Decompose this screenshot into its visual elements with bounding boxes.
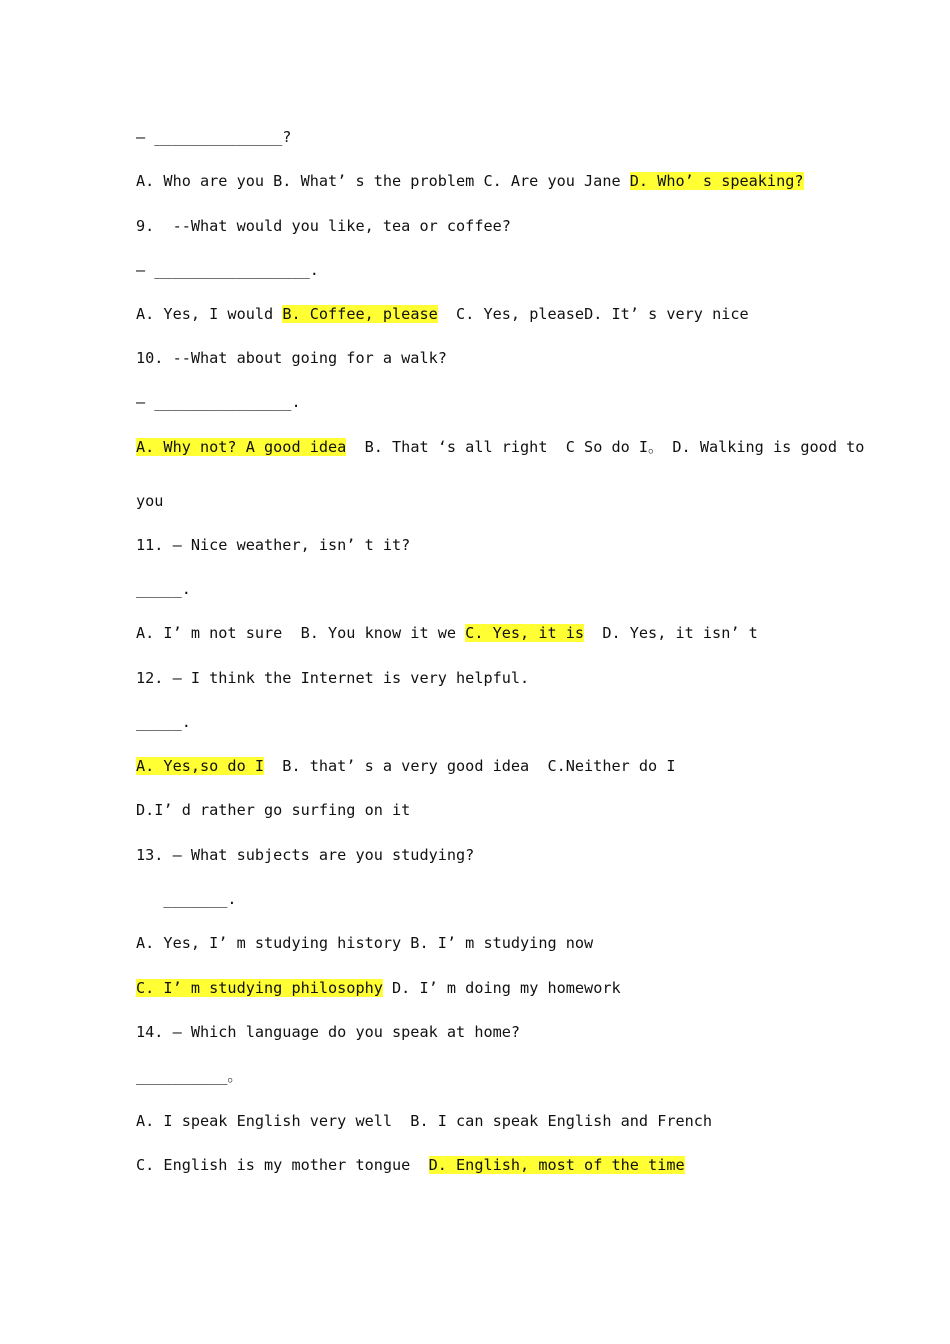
text-segment: _____.: [136, 580, 191, 598]
text-line: [136, 1022, 520, 1042]
text-line: [136, 437, 864, 457]
text-segment: A. Who are you B. What’ s the problem C. Are you Jane: [136, 172, 630, 190]
text-segment: _______.: [136, 890, 237, 908]
text-line: [136, 1066, 243, 1086]
text-segment: 12. — I think the Internet is very helpful.: [136, 669, 530, 687]
text-line: [136, 1111, 712, 1131]
text-segment: D.I’ d rather go surfing on it: [136, 801, 411, 819]
text-segment: 10. --What about going for a walk?: [136, 349, 447, 367]
text-line: [136, 712, 191, 732]
text-line: [136, 579, 191, 599]
text-line: [136, 171, 804, 191]
text-line: [136, 933, 593, 953]
text-line: [136, 1155, 685, 1175]
text-segment: D. Yes, it isn’ t: [584, 624, 758, 642]
text-segment: — _______________.: [136, 393, 301, 411]
text-line: [136, 668, 529, 688]
text-line: [136, 623, 758, 643]
text-segment: A. I speak English very well B. I can speak English and French: [136, 1112, 713, 1130]
text-line: [136, 304, 749, 324]
highlighted-answer: A. Yes,so do I: [136, 757, 265, 775]
text-segment: A. I’ m not sure B. You know it we: [136, 624, 466, 642]
text-segment: D. I’ m doing my homework: [382, 979, 621, 997]
text-line: [136, 491, 163, 511]
text-line: [136, 535, 410, 555]
text-segment: 13. — What subjects are you studying?: [136, 846, 475, 864]
text-segment: B. That ‘s all right C So do I。 D. Walking is good to: [346, 438, 865, 456]
text-segment: A. Yes, I’ m studying history B. I’ m studying now: [136, 934, 594, 952]
text-line: [136, 392, 301, 412]
text-line: [136, 800, 410, 820]
text-segment: B. that’ s a very good idea C.Neither do I: [264, 757, 676, 775]
highlighted-answer: B. Coffee, please: [282, 305, 438, 323]
highlighted-answer: C. Yes, it is: [465, 624, 585, 642]
text-segment: 11. — Nice weather, isn’ t it?: [136, 536, 411, 554]
text-line: [136, 260, 319, 280]
text-segment: 9. --What would you like, tea or coffee?: [136, 217, 511, 235]
text-line: [136, 845, 474, 865]
text-segment: A. Yes, I would: [136, 305, 283, 323]
highlighted-answer: A. Why not? A good idea: [136, 438, 347, 456]
text-line: [136, 756, 675, 776]
text-line: [136, 889, 237, 909]
highlighted-answer: D. English, most of the time: [428, 1156, 685, 1174]
text-segment: 14. — Which language do you speak at home?: [136, 1023, 521, 1041]
text-line: [136, 216, 511, 236]
text-segment: _____.: [136, 713, 191, 731]
text-line: [136, 127, 291, 147]
text-line: [136, 348, 447, 368]
text-segment: C. Yes, pleaseD. It’ s very nice: [437, 305, 749, 323]
text-segment: __________。: [136, 1067, 243, 1085]
text-segment: C. English is my mother tongue: [136, 1156, 429, 1174]
highlighted-answer: D. Who’ s speaking?: [629, 172, 804, 190]
text-segment: — ______________?: [136, 128, 292, 146]
text-segment: you: [136, 492, 164, 510]
text-segment: — _________________.: [136, 261, 319, 279]
text-line: [136, 978, 621, 998]
highlighted-answer: C. I’ m studying philosophy: [136, 979, 383, 997]
